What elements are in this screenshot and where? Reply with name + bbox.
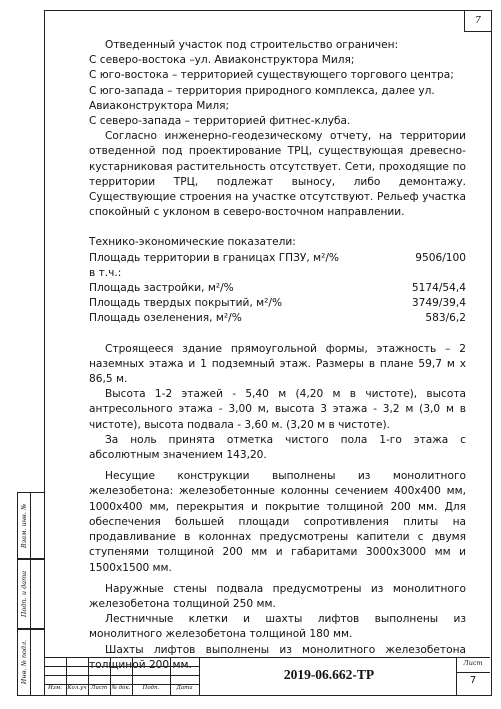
tep-row [89,296,466,311]
paragraph: Высота 1-2 этажей - 5,40 м (4,20 м в чистоте), высота антресольного этажа - 3,00 м, высота 3 этажа - 3,2 м (3,0 м в чистоте), высота подвала - 3,60 м. (3,20 м в чистоте). [89,388,466,431]
paragraph: Согласно инженерно-геодезическому отчету, на территории отведенной под проектирование ТРЦ, существующая древесно-кустарниковая растительность отсутствует. Сети, проходящие по территории ТРЦ, подлежат выносу, либо демонтажу. Существующие строения на участке отсутствуют. Рельеф участка спокойный с уклоном в северо-восточном направлении. [89,130,466,219]
side-field-sign-date [17,558,44,630]
tep-label: Площадь застройки, м²/% [89,282,234,295]
tep-title: Технико-экономические показатели: [89,236,296,249]
sheet-label: Лист [463,659,483,667]
tep-row [89,251,466,266]
stamp-col-label: Лист [90,685,108,691]
side-label: Взам. инв. № [20,503,28,549]
tep-value: 3749/39,4 [411,297,466,310]
document-code: 2019-06.662-ТР [283,667,375,682]
paragraph: Отведенный участок под строительство ограничен: [105,39,399,51]
paragraph: Несущие конструкции выполнены из монолитного железобетона: железобетонные колонны сечением 400х400 мм, 1000х400 мм, перекрытия и покрытие толщиной 200 мм. Для обеспечения большей площади сопротивления плиты на продавливание в колоннах предусмотрены капители с двумя ступенями толщиной 200 мм и габаритами 3000х3000 мм и 1500х1500 мм. [89,470,466,574]
sheet-number: 7 [469,675,477,686]
paragraph: С юго-запада – территория природного комплекса, далее ул. [89,84,435,97]
tep-value: 583/6,2 [425,312,466,325]
tep-row [89,266,466,281]
tep-row [89,281,466,296]
stamp-col-label: Кол.уч [67,685,87,691]
corner-page-number: 7 [464,11,491,32]
paragraph: Наружные стены подвала предусмотрены из монолитного железобетона толщиной 250 мм. [89,582,466,610]
side-field-inv-orig [17,628,44,696]
paragraph: С северо-запада – территорией фитнес-клуба. [89,115,351,128]
tep-label: Площадь территории в границах ГПЗУ, м²/% [89,251,339,264]
tep-row [89,311,466,326]
paragraph: За ноль принята отметка чистого пола 1-го этажа с абсолютным значением 143,20. [89,433,466,462]
paragraph: Шахты лифтов выполнены из монолитного железобетона толщиной 200 мм. [89,643,466,671]
stamp-col-label: Изм. [47,685,63,691]
tep-table [89,251,466,327]
tep-label: Площадь озеленения, м²/% [89,312,242,325]
stamp-col-label: Подп. [142,685,160,691]
stamp-col-label: Дата [176,685,193,691]
title-block [44,657,490,695]
paragraph: С северо-востока –ул. Авиаконструктора Миля; [89,54,355,67]
paragraph: Лестничные клетки и шахты лифтов выполнены из монолитного железобетона толщиной 180 мм. [89,613,466,641]
tep-label: в т.ч.: [89,266,122,279]
tep-value: 9506/100 [415,251,466,264]
paragraph: Строящееся здание прямоугольной формы, этажность – 2 наземных этажа и 1 подземный этаж. Размеры в плане 59,7 м х 86,5 м. [89,342,466,386]
paragraph: С юго-востока – территорией существующего торгового центра; [89,69,454,82]
paragraph: Авиаконструктора Миля; [89,99,230,112]
side-field-inv-replace [17,492,44,560]
side-label: Подп. и дата [20,570,28,618]
side-label: Инв. № подл. [20,639,28,685]
stamp-col-label: № док. [111,685,131,691]
tep-value: 5174/54,4 [411,282,466,295]
tep-label: Площадь твердых покрытий, м²/% [89,297,283,310]
document-body [89,38,466,673]
